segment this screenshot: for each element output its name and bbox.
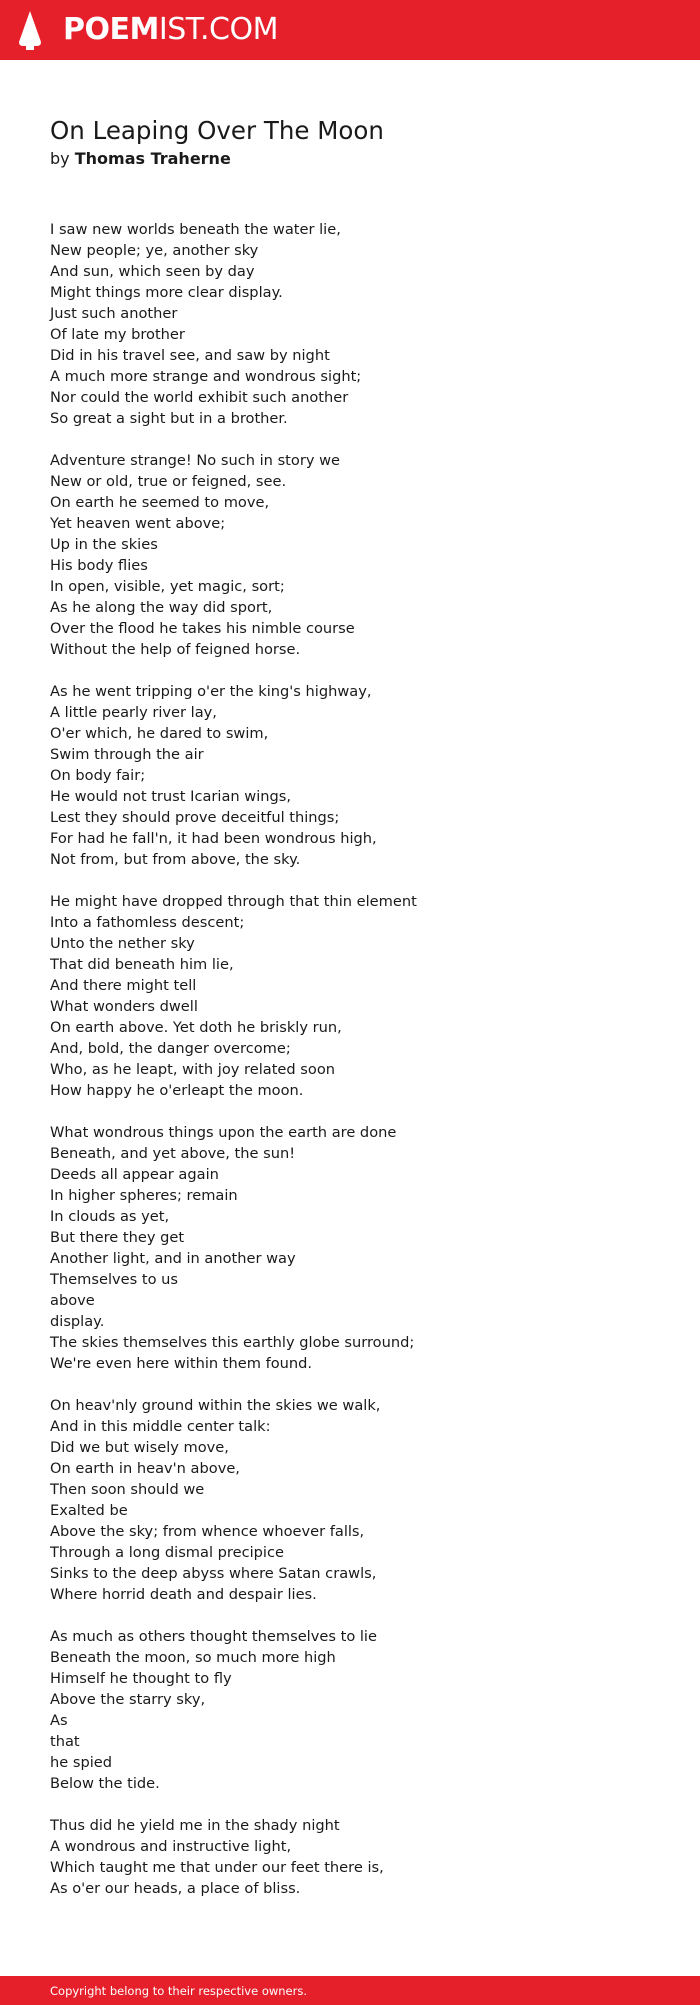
poem-line: On earth in heav'n above, [50, 1460, 240, 1477]
poem-line: A much more strange and wondrous sight; [50, 368, 362, 385]
pen-nib-icon[interactable] [17, 10, 43, 50]
logo-text-bold: POEM [63, 12, 159, 47]
poem-line: In open, visible, yet magic, sort; [50, 578, 285, 595]
poem-line: Beneath the moon, so much more high [50, 1649, 336, 1666]
poem-line: He might have dropped through that thin element [50, 893, 417, 910]
poem-line: We're even here within them found. [50, 1355, 313, 1372]
poem-line: As he along the way did sport, [50, 599, 273, 616]
poem-line: On earth he seemed to move, [50, 494, 270, 511]
poem-line: Sinks to the deep abyss where Satan crawls, [50, 1565, 377, 1582]
poem-line: On earth above. Yet doth he briskly run, [50, 1019, 342, 1036]
poem-line: Above the starry sky, [50, 1691, 206, 1708]
poem-line: But there they get [50, 1229, 185, 1246]
stanza [50, 450, 650, 660]
poem-line: In higher spheres; remain [50, 1187, 238, 1204]
poem-line: Where horrid death and despair lies. [50, 1586, 317, 1603]
site-header [0, 0, 700, 60]
poem-line: And, bold, the danger overcome; [50, 1040, 291, 1057]
poem-line: Might things more clear display. [50, 284, 283, 301]
poem-line: Exalted be [50, 1502, 128, 1519]
poem-line: As [50, 1712, 68, 1729]
poem-line: As he went tripping o'er the king's highway, [50, 683, 372, 700]
poem-line: His body flies [50, 557, 148, 574]
poem-line: Which taught me that under our feet there is, [50, 1859, 384, 1876]
poem-line: Did we but wisely move, [50, 1439, 229, 1456]
poem-line: Yet heaven went above; [50, 515, 226, 532]
stanza [50, 1395, 650, 1605]
author-name: Thomas Traherne [74, 149, 231, 168]
poem-line: that [50, 1733, 80, 1750]
poem-line: A little pearly river lay, [50, 704, 217, 721]
poem-line: I saw new worlds beneath the water lie, [50, 221, 341, 238]
poem-line: Another light, and in another way [50, 1250, 296, 1267]
poem-line: For had he fall'n, it had been wondrous high, [50, 830, 377, 847]
logo-text-light: IST.COM [158, 12, 278, 47]
poem-line: That did beneath him lie, [50, 956, 234, 973]
copyright-text: Copyright belong to their respective owners. [50, 1984, 308, 1998]
poem-line: Into a fathomless descent; [50, 914, 245, 931]
stanza [50, 1626, 650, 1794]
poem-line: On heav'nly ground within the skies we walk, [50, 1397, 381, 1414]
poem-line: What wondrous things upon the earth are done [50, 1124, 397, 1141]
poem-line: Then soon should we [50, 1481, 205, 1498]
poem-line: Unto the nether sky [50, 935, 195, 952]
stanza [50, 1122, 650, 1374]
site-logo[interactable] [63, 12, 278, 47]
poem-line: Through a long dismal precipice [50, 1544, 284, 1561]
poem-line: Nor could the world exhibit such another [50, 389, 349, 406]
poem-line: Of late my brother [50, 326, 185, 343]
by-label: by [50, 149, 70, 168]
poem-line: A wondrous and instructive light, [50, 1838, 292, 1855]
poem-line: New or old, true or feigned, see. [50, 473, 287, 490]
site-footer [0, 1976, 700, 2005]
poem-line: Above the sky; from whence whoever falls, [50, 1523, 365, 1540]
poem-line: Himself he thought to fly [50, 1670, 232, 1687]
poem-line: Thus did he yield me in the shady night [50, 1817, 340, 1834]
poem-line: He would not trust Icarian wings, [50, 788, 292, 805]
poem-line: O'er which, he dared to swim, [50, 725, 269, 742]
poem-line: Did in his travel see, and saw by night [50, 347, 330, 364]
poem-line: Below the tide. [50, 1775, 160, 1792]
poem-line: he spied [50, 1754, 113, 1771]
poem-line: As o'er our heads, a place of bliss. [50, 1880, 301, 1897]
poem-line: display. [50, 1313, 105, 1330]
poem-line: How happy he o'erleapt the moon. [50, 1082, 304, 1099]
poem-line: above [50, 1292, 95, 1309]
poem-title: On Leaping Over The Moon [50, 116, 384, 145]
poem-line: Beneath, and yet above, the sun! [50, 1145, 296, 1162]
stanza [50, 219, 650, 429]
stanza [50, 681, 650, 870]
poem-line: New people; ye, another sky [50, 242, 259, 259]
stanza [50, 891, 650, 1101]
poem-line: The skies themselves this earthly globe surround; [50, 1334, 415, 1351]
poem-body [50, 219, 650, 1920]
poem-line: Deeds all appear again [50, 1166, 219, 1183]
poem-line: What wonders dwell [50, 998, 198, 1015]
stanza [50, 1815, 650, 1899]
poem-line: Themselves to us [50, 1271, 178, 1288]
poem-line: As much as others thought themselves to lie [50, 1628, 377, 1645]
poem-line: Just such another [50, 305, 178, 322]
poem-line: Up in the skies [50, 536, 158, 553]
poem-line: Not from, but from above, the sky. [50, 851, 301, 868]
poem-line: And there might tell [50, 977, 197, 994]
poem-line: Without the help of feigned horse. [50, 641, 301, 658]
poem-line: In clouds as yet, [50, 1208, 170, 1225]
poem-line: Over the flood he takes his nimble course [50, 620, 355, 637]
byline [50, 148, 231, 170]
poem-line: Who, as he leapt, with joy related soon [50, 1061, 336, 1078]
poem-line: Swim through the air [50, 746, 204, 763]
poem-line: So great a sight but in a brother. [50, 410, 288, 427]
poem-line: Lest they should prove deceitful things; [50, 809, 340, 826]
poem-line: And in this middle center talk: [50, 1418, 271, 1435]
poem-line: Adventure strange! No such in story we [50, 452, 341, 469]
poem-line: On body fair; [50, 767, 146, 784]
poem-line: And sun, which seen by day [50, 263, 255, 280]
